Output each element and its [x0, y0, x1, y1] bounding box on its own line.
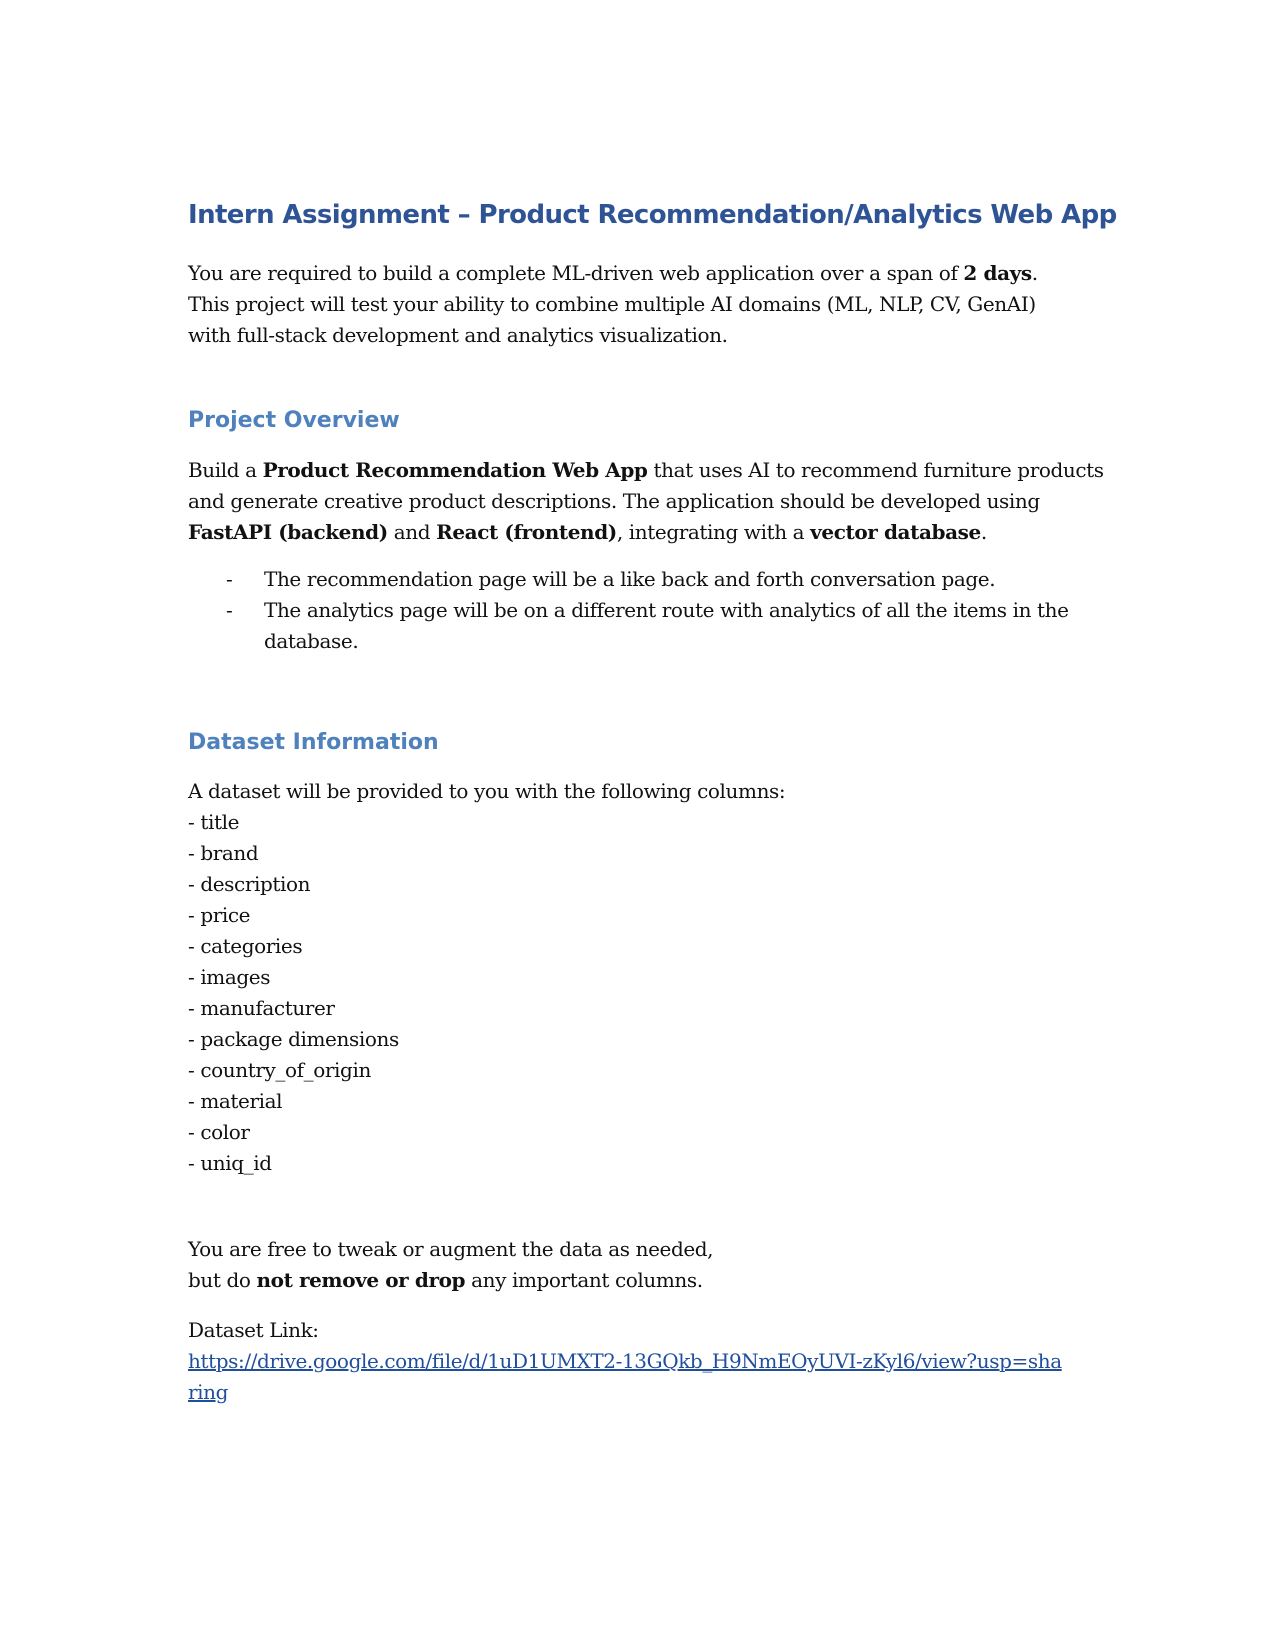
list-item: - material [188, 1089, 283, 1113]
dataset-note [188, 1234, 713, 1296]
document-title: Intern Assignment – Product Recommendation/Analytics Web App [188, 200, 1117, 230]
list-item: - images [188, 965, 271, 989]
dataset-column-list [188, 807, 399, 1179]
overview-line-2: and generate creative product descriptions. The application should be developed using [188, 489, 1040, 513]
list-item: - package dimensions [188, 1027, 399, 1051]
intro-line-2: This project will test your ability to combine multiple AI domains (ML, NLP, CV, GenAI) [188, 292, 1036, 316]
list-item: - country_of_origin [188, 1058, 371, 1082]
bullet-dash: - [226, 567, 233, 591]
list-item: - The recommendation page will be a like back and forth conversation page. [188, 564, 1084, 595]
project-overview-heading: Project Overview [188, 408, 400, 433]
dataset-information-heading: Dataset Information [188, 730, 439, 755]
intro-line-3: with full-stack development and analytics visualization. [188, 323, 728, 347]
list-item: - manufacturer [188, 996, 335, 1020]
dataset-link[interactable]: https://drive.google.com/file/d/1uD1UMXT2-13GQkb_H9NmEOyUVI-zKyl6/view?usp=sharing [188, 1349, 1062, 1404]
bullet-dash: - [226, 598, 233, 622]
list-item: - The analytics page will be on a different route with analytics of all the items in the database. [188, 595, 1084, 657]
list-item: - brand [188, 841, 259, 865]
dataset-link-label: Dataset Link: [188, 1318, 319, 1342]
list-item: - uniq_id [188, 1151, 272, 1175]
intro-paragraph [188, 258, 1038, 351]
overview-line-1: Build a Product Recommendation Web App that uses AI to recommend furniture products [188, 458, 1104, 482]
list-item: - price [188, 903, 251, 927]
dataset-note-line-2: but do not remove or drop any important columns. [188, 1268, 703, 1292]
dataset-note-line-1: You are free to tweak or augment the data as needed, [188, 1237, 714, 1261]
list-item: - title [188, 810, 240, 834]
overview-line-3: FastAPI (backend) and React (frontend), integrating with a vector database. [188, 520, 987, 544]
intro-line-1: You are required to build a complete ML-driven web application over a span of 2 days. [188, 261, 1038, 285]
list-item: - categories [188, 934, 303, 958]
overview-bullet-list [188, 564, 1084, 657]
list-item: - color [188, 1120, 250, 1144]
dataset-intro: A dataset will be provided to you with the following columns: [188, 779, 786, 803]
dataset-link-block [188, 1315, 1068, 1408]
list-item: - description [188, 872, 311, 896]
overview-paragraph [188, 455, 1104, 548]
